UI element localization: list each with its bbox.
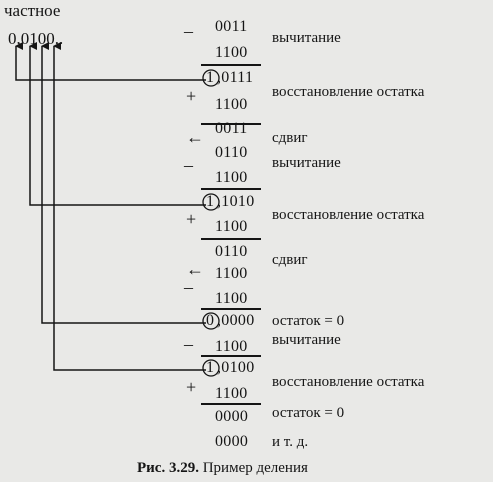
division-rule: [201, 308, 261, 310]
operation-sign: +: [186, 86, 197, 106]
binary-value: 1100: [215, 290, 248, 307]
figure-caption-text: Пример деления: [198, 460, 308, 476]
connector-line-2: [30, 46, 206, 205]
step-label: остаток = 0: [272, 405, 345, 421]
operation-sign: –: [184, 334, 193, 354]
binary-value: 1100: [215, 169, 248, 186]
quotient-value: 0,0100..: [8, 29, 64, 48]
division-rule: [201, 403, 261, 405]
division-rule: [201, 238, 261, 240]
step-label: вычитание: [272, 332, 341, 348]
figure-caption: [137, 461, 308, 476]
connector-line-4: [54, 46, 206, 370]
binary-value: 1100: [215, 96, 248, 113]
step-label: и т. д.: [272, 434, 309, 450]
binary-value: 1100: [215, 385, 248, 402]
step-label: остаток = 0: [272, 313, 345, 329]
step-label: сдвиг: [272, 252, 308, 268]
circled-digit: 1: [206, 193, 215, 210]
circled-digit: 0: [206, 312, 215, 329]
binary-value: 0000: [215, 408, 249, 425]
binary-value: 1100: [215, 218, 248, 235]
step-label: сдвиг: [272, 130, 308, 146]
binary-value: 0110: [215, 243, 248, 260]
connector-line-1: [16, 46, 206, 80]
step-label: вычитание: [272, 30, 341, 46]
operation-sign: +: [186, 209, 197, 229]
binary-value: ,0000: [217, 312, 255, 329]
shift-arrow: ←: [186, 259, 204, 279]
binary-value: 1100: [215, 265, 248, 282]
step-label: восстановление остатка: [272, 84, 425, 100]
connector-line-3: [42, 46, 206, 323]
binary-value: 0000: [215, 433, 249, 450]
circled-digit: 1: [206, 69, 215, 86]
quotient-label: частное: [4, 1, 61, 20]
division-rule: [201, 64, 261, 66]
shift-arrow: ←: [186, 127, 204, 147]
figure-number: Рис. 3.29.: [137, 460, 199, 476]
step-label: восстановление остатка: [272, 207, 425, 223]
binary-value: ,0100: [217, 359, 255, 376]
operation-sign: –: [184, 155, 193, 175]
operation-sign: –: [184, 21, 193, 41]
step-label: восстановление остатка: [272, 374, 425, 390]
binary-value: 1100: [215, 338, 248, 355]
operation-sign: +: [186, 377, 197, 397]
binary-value: 0011: [215, 18, 248, 35]
division-rule: [201, 188, 261, 190]
binary-value: 0110: [215, 144, 248, 161]
operation-sign: –: [184, 277, 193, 297]
binary-value: ,1010: [217, 193, 255, 210]
step-label: вычитание: [272, 155, 341, 171]
binary-value: 1100: [215, 44, 248, 61]
division-rule: [201, 355, 261, 357]
binary-value: ,0111: [217, 69, 254, 86]
circled-digit: 1: [206, 359, 215, 376]
binary-value: 0011: [215, 120, 248, 137]
